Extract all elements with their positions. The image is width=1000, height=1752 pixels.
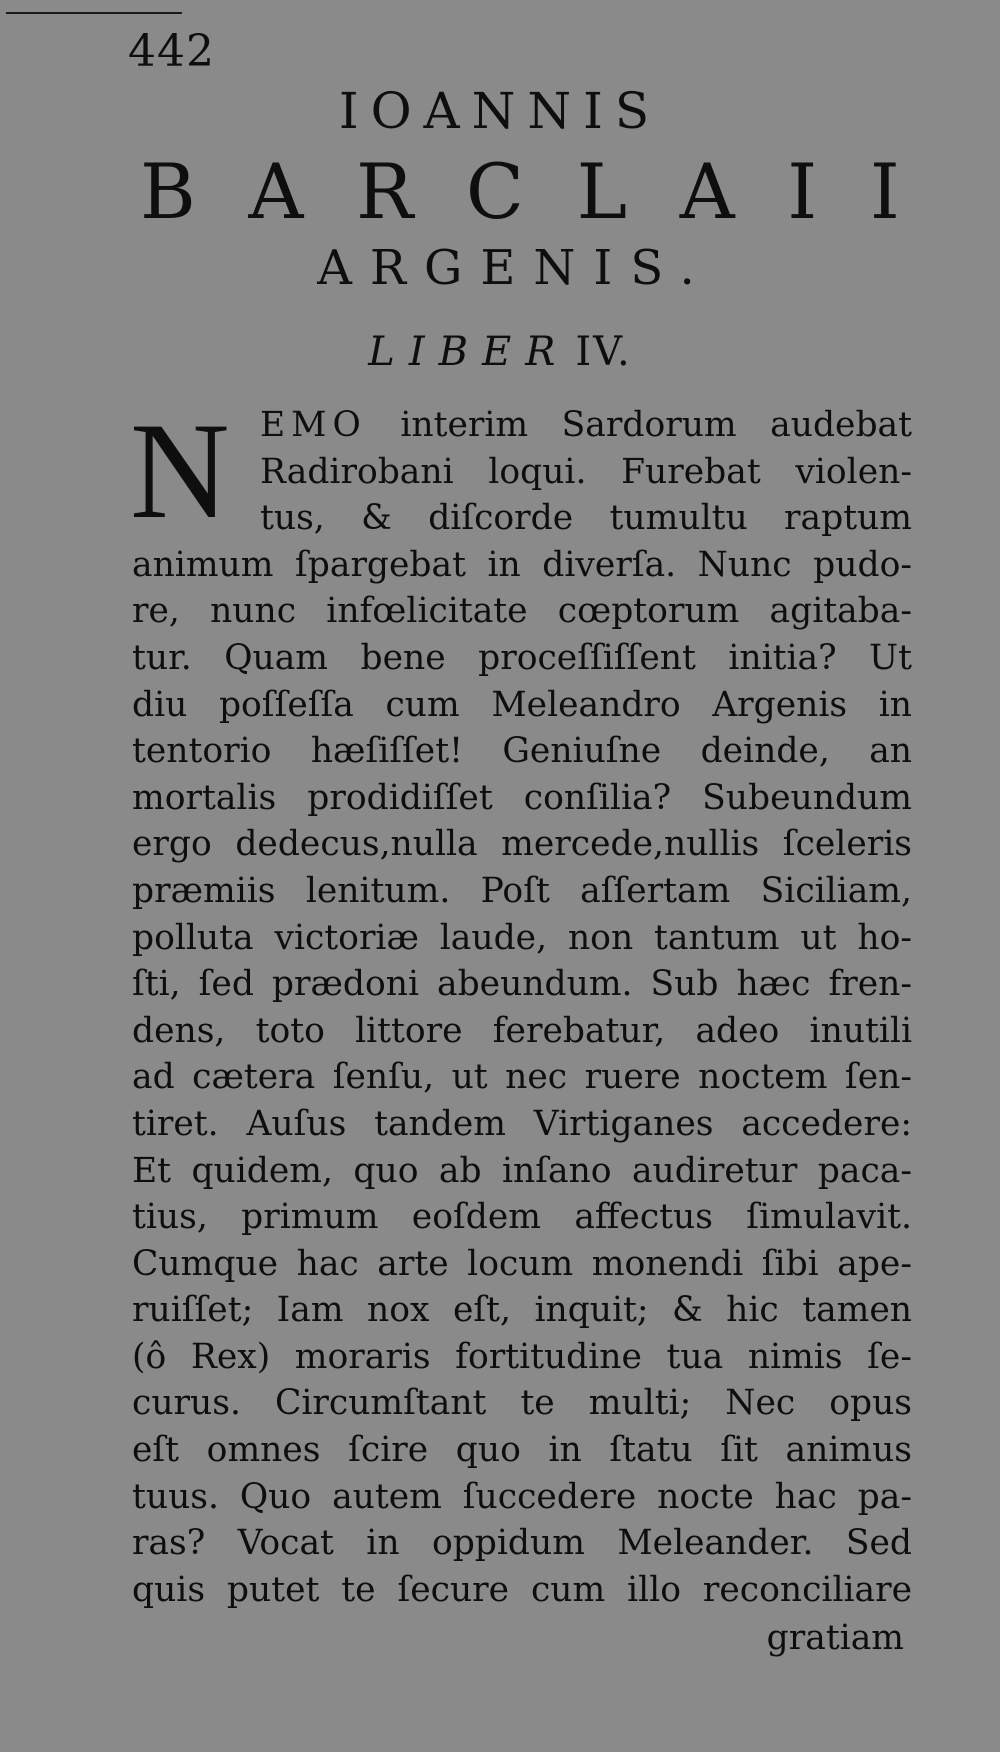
page-number: 442 [128, 26, 215, 77]
text-line: Radirobani loqui. Furebat violen- [260, 451, 912, 492]
author-last-letter: A [248, 147, 304, 236]
drop-cap: N [130, 394, 230, 547]
text-line: polluta victoriæ laude, non tantum ut ho- [132, 917, 912, 958]
text-line: tiret. Auſus tandem Virtiganes accedere: [132, 1103, 912, 1144]
author-last-letter: C [465, 147, 525, 236]
text-line: eſt omnes ſcire quo in ſtatu ſit animus [132, 1430, 912, 1471]
text-line: curus. Circumſtant te multi; Nec opus [132, 1383, 912, 1424]
author-last-letter: R [356, 147, 414, 236]
author-last-letter: L [576, 147, 628, 236]
text-line [260, 402, 912, 449]
text-line: mortalis prodidiſſet conſilia? Subeundum [132, 777, 912, 818]
text-line: tentorio hæſiſſet! Geniuſne deinde, an [132, 731, 912, 772]
text-line: quis putet te ſecure cum illo reconciliare [132, 1569, 912, 1610]
text-line: tuus. Quo autem ſuccedere nocte hac pa- [132, 1476, 912, 1517]
text-line: animum ſpargebat in diverſa. Nunc pudo- [132, 544, 912, 585]
book-number: IV. [575, 329, 632, 375]
work-title: ARGENIS. [317, 240, 713, 296]
body-text [130, 394, 912, 1613]
book-label: LIBER [368, 329, 570, 375]
text-line: Cumque hac arte locum monendi ſibi ape- [132, 1243, 912, 1284]
text-line: ſti, ſed prædoni abeundum. Sub hæc fren- [132, 964, 912, 1005]
text-line: ras? Vocat in oppidum Meleander. Sed [132, 1523, 912, 1564]
text-line: tus, & diſcorde tumultu raptum [260, 498, 912, 539]
author-last-letter: I [787, 147, 818, 236]
catchword: gratiam [766, 1618, 904, 1658]
text-line: dens, toto littore ferebatur, adeo inutili [132, 1010, 912, 1051]
author-last-name [140, 147, 900, 236]
text-line: Et quidem, quo ab inſano audiretur paca- [132, 1150, 912, 1191]
text-line: tur. Quam bene proceſſiſſent initia? Ut [132, 637, 912, 678]
text-line: tius, primum eoſdem affectus ſimulavit. [132, 1197, 912, 1238]
text-line-rest: interim Sardorum audebat [366, 405, 912, 445]
text-line: ruiſſet; Iam nox eſt, inquit; & hic tamen [132, 1290, 912, 1331]
text-line: diu poſſeſſa cum Meleandro Argenis in [132, 684, 912, 725]
text-line: (ô Rex) moraris fortitudine tua nimis ſe- [132, 1336, 912, 1377]
text-line: re, nunc infœlicitate cœptorum agitaba- [132, 591, 912, 632]
author-last-letter: I [869, 147, 900, 236]
author-last-letter: A [679, 147, 735, 236]
author-last-letter: B [140, 147, 196, 236]
first-word: EMO [260, 405, 367, 445]
book-heading [0, 330, 1000, 374]
text-line: ad cætera ſenſu, ut nec ruere noctem ſen- [132, 1057, 912, 1098]
top-rule [6, 12, 182, 14]
text-line: præmiis lenitum. Poſt aſſertam Siciliam, [132, 870, 912, 911]
text-line: ergo dedecus,nulla mercede,nullis ſceleris [132, 824, 912, 865]
author-first-name: IOANNIS [338, 82, 662, 140]
